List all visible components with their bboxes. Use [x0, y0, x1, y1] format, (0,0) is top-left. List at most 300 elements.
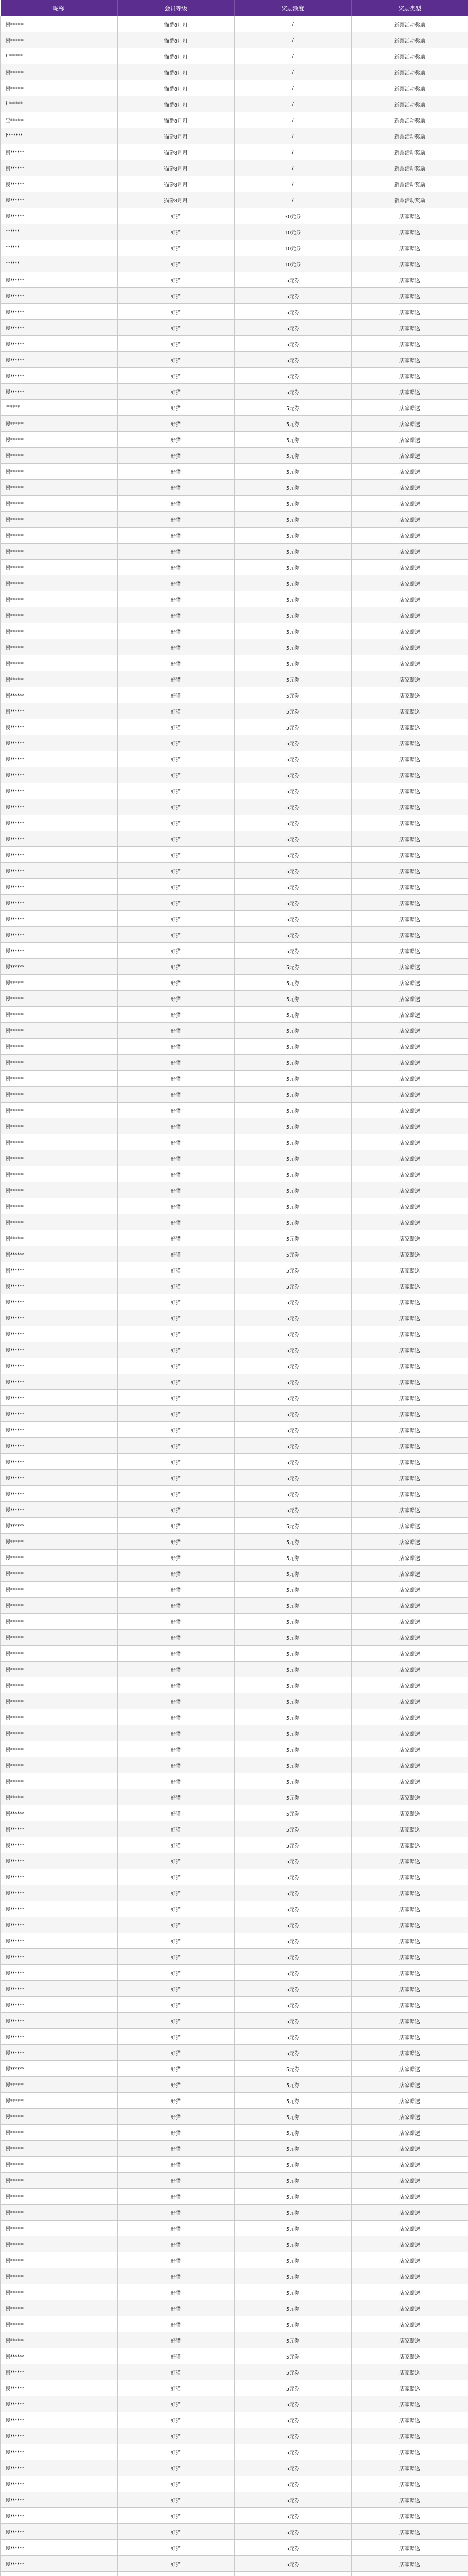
reward-amount-cell: 5元券: [235, 671, 352, 687]
member-level-cell: 好猫: [118, 1390, 235, 1406]
member-level-cell: 猫爵8月月: [118, 16, 235, 32]
reward-type-cell: 店家赠送: [352, 1134, 468, 1150]
table-row: [1, 1310, 468, 1326]
reward-type-cell: 新票活动奖励: [352, 64, 468, 80]
table-row: [1, 2524, 468, 2540]
reward-type-cell: 店家赠送: [352, 2013, 468, 2029]
nickname-cell: 慢******: [1, 2476, 118, 2492]
reward-amount-cell: 5元券: [235, 2412, 352, 2428]
member-level-cell: 好猫: [118, 2077, 235, 2093]
nickname-cell: 慢******: [1, 2380, 118, 2396]
nickname-cell: 慢******: [1, 320, 118, 336]
reward-amount-cell: 5元券: [235, 1182, 352, 1198]
member-level-cell: 好猫: [118, 911, 235, 927]
reward-type-cell: 新票活动奖励: [352, 80, 468, 96]
reward-amount-cell: 5元券: [235, 384, 352, 400]
member-level-cell: 好猫: [118, 1534, 235, 1550]
reward-amount-cell: 5元券: [235, 895, 352, 911]
reward-amount-cell: 5元券: [235, 2236, 352, 2252]
reward-amount-cell: 5元券: [235, 735, 352, 751]
member-level-cell: 好猫: [118, 2508, 235, 2524]
reward-amount-cell: 5元券: [235, 352, 352, 368]
table-row: [1, 2476, 468, 2492]
nickname-cell: 慢******: [1, 464, 118, 480]
table-row: [1, 272, 468, 288]
reward-type-cell: 店家赠送: [352, 2380, 468, 2396]
reward-amount-cell: 5元券: [235, 1150, 352, 1166]
member-level-cell: 好猫: [118, 991, 235, 1007]
nickname-cell: h******: [1, 128, 118, 144]
table-row: [1, 2125, 468, 2141]
reward-amount-cell: 5元券: [235, 1294, 352, 1310]
reward-type-cell: 店家赠送: [352, 1709, 468, 1725]
member-level-cell: 好猫: [118, 1662, 235, 1677]
member-level-cell: 好猫: [118, 1725, 235, 1741]
reward-amount-cell: 5元券: [235, 719, 352, 735]
table-row: [1, 304, 468, 320]
nickname-cell: 慢******: [1, 1949, 118, 1965]
member-level-cell: 好猫: [118, 1278, 235, 1294]
nickname-cell: 慢******: [1, 2029, 118, 2045]
reward-type-cell: 店家赠送: [352, 2077, 468, 2093]
reward-type-cell: 店家赠送: [352, 1198, 468, 1214]
table-row: [1, 2268, 468, 2284]
nickname-cell: 慢******: [1, 2428, 118, 2444]
table-row: [1, 1358, 468, 1374]
member-level-cell: 猫爵8月月: [118, 80, 235, 96]
member-level-cell: 好猫: [118, 2061, 235, 2077]
header-row: [1, 0, 468, 16]
nickname-cell: 慢******: [1, 1853, 118, 1869]
reward-amount-cell: 5元券: [235, 2045, 352, 2061]
member-level-cell: 好猫: [118, 1598, 235, 1614]
nickname-cell: 慢******: [1, 2396, 118, 2412]
table-row: [1, 1901, 468, 1917]
reward-amount-cell: /: [235, 96, 352, 112]
reward-amount-cell: 5元券: [235, 2268, 352, 2284]
member-level-cell: 好猫: [118, 1885, 235, 1901]
reward-type-cell: 店家赠送: [352, 991, 468, 1007]
reward-amount-cell: 5元券: [235, 1598, 352, 1614]
nickname-cell: 慢******: [1, 1406, 118, 1422]
table-row: [1, 1709, 468, 1725]
table-row: [1, 480, 468, 496]
nickname-cell: 慢******: [1, 2061, 118, 2077]
reward-type-cell: 店家赠送: [352, 1438, 468, 1454]
reward-type-cell: 店家赠送: [352, 1725, 468, 1741]
table-row: [1, 416, 468, 432]
reward-amount-cell: 5元券: [235, 496, 352, 512]
reward-type-cell: 店家赠送: [352, 2444, 468, 2460]
member-level-cell: 好猫: [118, 1230, 235, 1246]
reward-amount-cell: 5元券: [235, 1198, 352, 1214]
member-level-cell: 好猫: [118, 1518, 235, 1534]
table-row: [1, 1374, 468, 1390]
nickname-cell: 慢******: [1, 368, 118, 384]
nickname-cell: 慢******: [1, 2556, 118, 2572]
reward-amount-cell: 5元券: [235, 432, 352, 448]
nickname-cell: 慢******: [1, 2444, 118, 2460]
table-row: [1, 1087, 468, 1103]
reward-type-cell: 店家赠送: [352, 1422, 468, 1438]
member-level-cell: 好猫: [118, 320, 235, 336]
nickname-cell: 慢******: [1, 1869, 118, 1885]
reward-amount-cell: 5元券: [235, 1534, 352, 1550]
reward-type-cell: 店家赠送: [352, 735, 468, 751]
table-row: [1, 639, 468, 655]
member-level-cell: 好猫: [118, 1374, 235, 1390]
nickname-cell: 慢******: [1, 1646, 118, 1662]
reward-amount-cell: 5元券: [235, 1933, 352, 1949]
reward-amount-cell: 5元券: [235, 927, 352, 943]
member-level-cell: 好猫: [118, 2189, 235, 2205]
reward-amount-cell: 5元券: [235, 639, 352, 655]
member-level-cell: 好猫: [118, 1582, 235, 1598]
reward-type-cell: 店家赠送: [352, 1326, 468, 1342]
reward-type-cell: 店家赠送: [352, 272, 468, 288]
table-row: [1, 2189, 468, 2205]
nickname-cell: 慢******: [1, 2221, 118, 2236]
reward-amount-cell: 5元券: [235, 1502, 352, 1518]
reward-amount-cell: 5元券: [235, 2460, 352, 2476]
nickname-cell: 慢******: [1, 480, 118, 496]
member-level-cell: 好猫: [118, 400, 235, 416]
table-row: [1, 1997, 468, 2013]
reward-amount-cell: 5元券: [235, 687, 352, 703]
table-row: [1, 1741, 468, 1757]
reward-amount-cell: 5元券: [235, 1071, 352, 1087]
table-row: [1, 224, 468, 240]
reward-amount-cell: 5元券: [235, 1087, 352, 1103]
reward-amount-cell: 5元券: [235, 2173, 352, 2189]
member-level-cell: 好猫: [118, 623, 235, 639]
nickname-cell: 慢******: [1, 1885, 118, 1901]
table-row: [1, 2141, 468, 2157]
reward-amount-cell: 5元券: [235, 1166, 352, 1182]
reward-type-cell: 店家赠送: [352, 1646, 468, 1662]
reward-amount-cell: /: [235, 160, 352, 176]
table-row: [1, 1502, 468, 1518]
reward-amount-cell: /: [235, 192, 352, 208]
nickname-cell: 慢******: [1, 448, 118, 464]
table-row: [1, 959, 468, 975]
reward-type-cell: 店家赠送: [352, 560, 468, 575]
nickname-cell: 慢******: [1, 2268, 118, 2284]
reward-amount-cell: 5元券: [235, 448, 352, 464]
table-row: [1, 703, 468, 719]
table-row: [1, 1214, 468, 1230]
reward-type-cell: 店家赠送: [352, 1007, 468, 1023]
reward-amount-cell: 5元券: [235, 1214, 352, 1230]
member-level-cell: 好猫: [118, 639, 235, 655]
reward-amount-cell: 5元券: [235, 1614, 352, 1630]
nickname-cell: 慢******: [1, 192, 118, 208]
reward-amount-cell: 5元券: [235, 1262, 352, 1278]
member-level-cell: 好猫: [118, 607, 235, 623]
reward-amount-cell: 5元券: [235, 1965, 352, 1981]
reward-type-cell: 店家赠送: [352, 480, 468, 496]
table-body: [1, 16, 468, 2576]
reward-amount-cell: 5元券: [235, 2061, 352, 2077]
reward-type-cell: 店家赠送: [352, 847, 468, 863]
reward-type-cell: 新票活动奖励: [352, 128, 468, 144]
reward-type-cell: 店家赠送: [352, 1773, 468, 1789]
member-level-cell: 好猫: [118, 2236, 235, 2252]
table-row: [1, 80, 468, 96]
reward-type-cell: 店家赠送: [352, 464, 468, 480]
member-level-cell: 好猫: [118, 288, 235, 304]
nickname-cell: 慢******: [1, 2157, 118, 2173]
nickname-cell: 慢******: [1, 639, 118, 655]
reward-type-cell: 店家赠送: [352, 623, 468, 639]
table-row: [1, 1166, 468, 1182]
nickname-cell: 慢******: [1, 1534, 118, 1550]
table-row: [1, 1534, 468, 1550]
reward-amount-cell: 5元券: [235, 1055, 352, 1071]
table-row: [1, 799, 468, 815]
nickname-cell: 慢******: [1, 2348, 118, 2364]
nickname-cell: 慢******: [1, 2412, 118, 2428]
table-row: [1, 655, 468, 671]
nickname-cell: 慢******: [1, 2300, 118, 2316]
reward-type-cell: 新票活动奖励: [352, 96, 468, 112]
member-level-cell: 好猫: [118, 1055, 235, 1071]
reward-amount-cell: /: [235, 112, 352, 128]
reward-amount-cell: 5元券: [235, 2077, 352, 2093]
reward-amount-cell: /: [235, 16, 352, 32]
reward-amount-cell: 5元券: [235, 2141, 352, 2157]
nickname-cell: 慢******: [1, 1757, 118, 1773]
nickname-cell: 慢******: [1, 1773, 118, 1789]
table-row: [1, 112, 468, 128]
member-level-cell: 好猫: [118, 943, 235, 959]
nickname-cell: 慢******: [1, 2077, 118, 2093]
column-header-member-level: 会员等级: [118, 0, 235, 16]
reward-type-cell: 店家赠送: [352, 2300, 468, 2316]
table-row: [1, 2109, 468, 2125]
nickname-cell: 慢******: [1, 959, 118, 975]
reward-type-cell: 店家赠送: [352, 575, 468, 591]
reward-amount-cell: 5元券: [235, 272, 352, 288]
reward-amount-cell: 5元券: [235, 480, 352, 496]
table-row: [1, 2173, 468, 2189]
reward-amount-cell: 5元券: [235, 2189, 352, 2205]
nickname-cell: ******: [1, 240, 118, 256]
member-level-cell: 好猫: [118, 2524, 235, 2540]
member-level-cell: 猫爵8月月: [118, 128, 235, 144]
member-level-cell: 好猫: [118, 1150, 235, 1166]
nickname-cell: ******: [1, 256, 118, 272]
nickname-cell: 慢******: [1, 1550, 118, 1566]
table-row: [1, 1103, 468, 1118]
table-row: [1, 208, 468, 224]
member-level-cell: 好猫: [118, 448, 235, 464]
nickname-cell: 慢******: [1, 1677, 118, 1693]
nickname-cell: 慢******: [1, 2252, 118, 2268]
reward-amount-cell: 5元券: [235, 1677, 352, 1693]
reward-type-cell: 店家赠送: [352, 1821, 468, 1837]
member-level-cell: 好猫: [118, 1182, 235, 1198]
nickname-cell: 慢******: [1, 1518, 118, 1534]
nickname-cell: 慢******: [1, 1981, 118, 1997]
table-row: [1, 1406, 468, 1422]
nickname-cell: 慢******: [1, 783, 118, 799]
table-row: [1, 1614, 468, 1630]
reward-amount-cell: 5元券: [235, 1454, 352, 1470]
member-level-cell: 好猫: [118, 959, 235, 975]
nickname-cell: 慢******: [1, 160, 118, 176]
table-row: [1, 2316, 468, 2332]
reward-amount-cell: 5元券: [235, 1869, 352, 1885]
nickname-cell: 慢******: [1, 176, 118, 192]
nickname-cell: 慢******: [1, 1502, 118, 1518]
table-row: [1, 1326, 468, 1342]
reward-amount-cell: 5元券: [235, 400, 352, 416]
member-level-cell: 好猫: [118, 2252, 235, 2268]
reward-type-cell: 店家赠送: [352, 1406, 468, 1422]
nickname-cell: 慢******: [1, 2332, 118, 2348]
table-row: [1, 1981, 468, 1997]
member-level-cell: 好猫: [118, 1134, 235, 1150]
nickname-cell: 慢******: [1, 1134, 118, 1150]
table-row: [1, 528, 468, 544]
table-row: [1, 767, 468, 783]
reward-type-cell: 店家赠送: [352, 1374, 468, 1390]
table-row: [1, 352, 468, 368]
nickname-cell: 慢******: [1, 911, 118, 927]
member-level-cell: 好猫: [118, 2428, 235, 2444]
reward-type-cell: 店家赠送: [352, 879, 468, 895]
nickname-cell: 慢******: [1, 1055, 118, 1071]
nickname-cell: 慢******: [1, 304, 118, 320]
member-level-cell: 好猫: [118, 2492, 235, 2508]
nickname-cell: 慢******: [1, 719, 118, 735]
table-row: [1, 591, 468, 607]
nickname-cell: 慢******: [1, 528, 118, 544]
reward-amount-cell: 5元券: [235, 1486, 352, 1502]
table-row: [1, 144, 468, 160]
reward-type-cell: 新票活动奖励: [352, 176, 468, 192]
nickname-cell: 慢******: [1, 943, 118, 959]
reward-amount-cell: 5元券: [235, 1646, 352, 1662]
reward-type-cell: 店家赠送: [352, 368, 468, 384]
table-row: [1, 735, 468, 751]
reward-type-cell: 店家赠送: [352, 911, 468, 927]
reward-amount-cell: 5元券: [235, 767, 352, 783]
table-row: [1, 1118, 468, 1134]
member-level-cell: 好猫: [118, 1917, 235, 1933]
nickname-cell: 慢******: [1, 975, 118, 991]
member-level-cell: 好猫: [118, 1741, 235, 1757]
nickname-cell: 慢******: [1, 2492, 118, 2508]
reward-amount-cell: 5元券: [235, 1023, 352, 1039]
reward-type-cell: 店家赠送: [352, 1150, 468, 1166]
reward-amount-cell: 5元券: [235, 416, 352, 432]
nickname-cell: 慢******: [1, 32, 118, 48]
table-row: [1, 192, 468, 208]
member-level-cell: 猫爵8月月: [118, 144, 235, 160]
member-level-cell: 好猫: [118, 1933, 235, 1949]
table-row: [1, 687, 468, 703]
table-row: [1, 1725, 468, 1741]
table-row: [1, 1773, 468, 1789]
reward-type-cell: 店家赠送: [352, 1693, 468, 1709]
member-level-cell: 好猫: [118, 2380, 235, 2396]
nickname-cell: 慢******: [1, 64, 118, 80]
nickname-cell: 慢******: [1, 1486, 118, 1502]
nickname-cell: 慢******: [1, 879, 118, 895]
member-level-cell: 好猫: [118, 1039, 235, 1055]
column-header-nickname: 昵称: [1, 0, 118, 16]
reward-type-cell: 店家赠送: [352, 927, 468, 943]
reward-type-cell: 店家赠送: [352, 1598, 468, 1614]
member-level-cell: 好猫: [118, 847, 235, 863]
member-level-cell: 好猫: [118, 2173, 235, 2189]
reward-amount-cell: 5元券: [235, 975, 352, 991]
reward-type-cell: 店家赠送: [352, 2540, 468, 2556]
reward-type-cell: 店家赠送: [352, 1741, 468, 1757]
table-row: [1, 2540, 468, 2556]
nickname-cell: 慢******: [1, 144, 118, 160]
reward-type-cell: 店家赠送: [352, 1677, 468, 1693]
member-level-cell: 好猫: [118, 1198, 235, 1214]
reward-type-cell: 店家赠送: [352, 528, 468, 544]
table-row: [1, 1789, 468, 1805]
reward-type-cell: 店家赠送: [352, 767, 468, 783]
reward-type-cell: 店家赠送: [352, 1630, 468, 1646]
table-row: [1, 2460, 468, 2476]
nickname-cell: 慢******: [1, 1789, 118, 1805]
nickname-cell: ******: [1, 224, 118, 240]
member-level-cell: 好猫: [118, 655, 235, 671]
table-row: [1, 2444, 468, 2460]
table-row: [1, 1821, 468, 1837]
table-row: [1, 32, 468, 48]
reward-type-cell: 店家赠送: [352, 1486, 468, 1502]
table-row: [1, 1837, 468, 1853]
reward-amount-cell: 5元券: [235, 2093, 352, 2109]
reward-type-cell: 店家赠送: [352, 256, 468, 272]
member-level-cell: 好猫: [118, 304, 235, 320]
nickname-cell: 慢******: [1, 1166, 118, 1182]
table-row: [1, 1246, 468, 1262]
table-row: [1, 384, 468, 400]
nickname-cell: 慢******: [1, 623, 118, 639]
reward-type-cell: 店家赠送: [352, 687, 468, 703]
reward-amount-cell: 5元券: [235, 2284, 352, 2300]
reward-type-cell: 店家赠送: [352, 2173, 468, 2189]
member-level-cell: 好猫: [118, 272, 235, 288]
reward-amount-cell: 5元券: [235, 1230, 352, 1246]
nickname-cell: 慢******: [1, 1901, 118, 1917]
reward-type-cell: 店家赠送: [352, 943, 468, 959]
reward-amount-cell: 5元券: [235, 1374, 352, 1390]
reward-type-cell: 店家赠送: [352, 1390, 468, 1406]
reward-type-cell: [352, 2572, 468, 2576]
member-level-cell: 好猫: [118, 735, 235, 751]
reward-type-cell: 店家赠送: [352, 2157, 468, 2173]
reward-amount-cell: 5元券: [235, 991, 352, 1007]
member-level-cell: 好猫: [118, 767, 235, 783]
reward-amount-cell: 5元券: [235, 2524, 352, 2540]
member-level-cell: 好猫: [118, 1071, 235, 1087]
reward-amount-cell: 5元券: [235, 1741, 352, 1757]
member-level-cell: 好猫: [118, 1630, 235, 1646]
reward-type-cell: 店家赠送: [352, 2460, 468, 2476]
reward-amount-cell: 5元券: [235, 2332, 352, 2348]
reward-amount-cell: 5元券: [235, 512, 352, 528]
table-row: [1, 2236, 468, 2252]
